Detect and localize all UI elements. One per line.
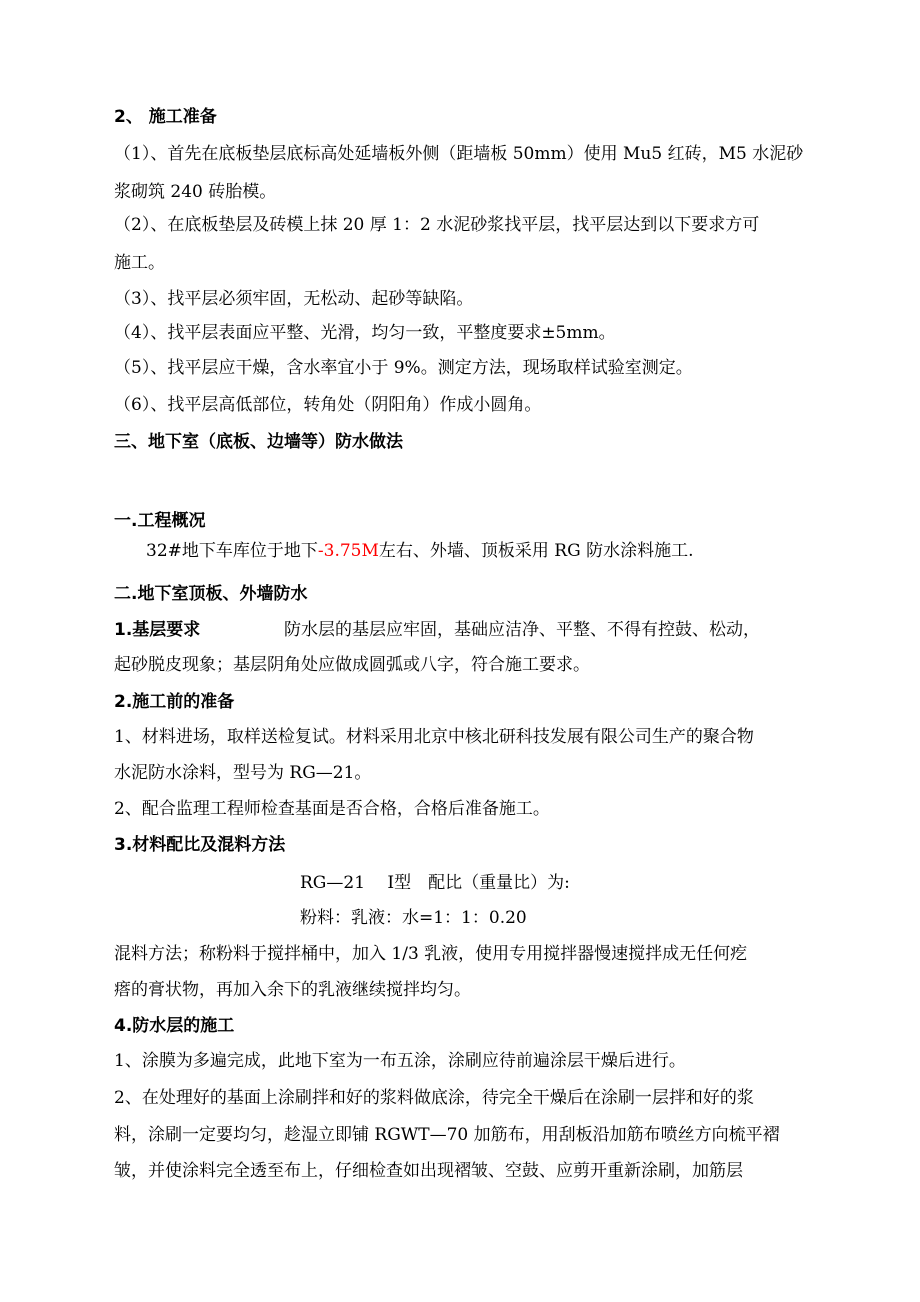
section-heading-roof-wall: 二.地下室顶板、外墙防水 (114, 584, 308, 604)
paragraph-line: （3）、找平层必须牢固，无松动、起砂等缺陷。 (114, 289, 474, 309)
paragraph-line: 料，涂刷一定要均匀，趁湿立即铺 RGWT—70 加筋布，用刮板沿加筋布喷丝方向梳平褶 (114, 1125, 780, 1145)
overview-text-before: 32#地下车库位于地下 (146, 541, 318, 561)
paragraph-line: 2、在处理好的基面上涂刷拌和好的浆料做底涂，待完全干燥后在涂刷一层拌和好的浆 (114, 1088, 754, 1108)
paragraph-line: 浆砌筑 240 砖胎模。 (114, 182, 277, 202)
paragraph-line: 1、涂膜为多遍完成，此地下室为一布五涂，涂刷应待前遍涂层干燥后进行。 (114, 1051, 686, 1071)
paragraph-line: 2、配合监理工程师检查基面是否合格，合格后准备施工。 (114, 799, 550, 819)
paragraph-line: （4）、找平层表面应平整、光滑，均匀一致，平整度要求±5mm。 (114, 323, 616, 343)
base-requirement-label: 1.基层要求 (114, 620, 201, 640)
paragraph-line: （1）、首先在底板垫层底标高处延墙板外侧（距墙板 50mm）使用 Mu5 红砖，M5 水泥砂 (114, 144, 804, 164)
paragraph-line: 施工。 (114, 253, 165, 273)
subheading-prep: 2.施工前的准备 (114, 692, 235, 712)
paragraph-line: 1、材料进场，取样送检复试。材料采用北京中核北研科技发展有限公司生产的聚合物 (114, 727, 754, 747)
ratio-value: 粉料：乳液：水=1：1：0.20 (300, 908, 527, 928)
paragraph-line: （5）、找平层应干燥，含水率宜小于 9%。测定方法，现场取样试验室测定。 (114, 358, 693, 378)
base-requirement-line (114, 619, 760, 641)
paragraph-line: 瘩的膏状物，再加入余下的乳液继续搅拌均匀。 (114, 980, 471, 1000)
ratio-title: RG—21 Ⅰ型 配比（重量比）为: (300, 873, 570, 893)
paragraph-line: （2）、在底板垫层及砖模上抹 20 厚 1：2 水泥砂浆找平层，找平层达到以下要求方可 (114, 215, 760, 235)
paragraph-line: 混料方法；称粉料于搅拌桶中，加入 1/3 乳液，使用专用搅拌器慢速搅拌成无任何疙 (114, 944, 748, 964)
section-heading-construction-prep: 2、 施工准备 (114, 107, 217, 127)
subheading-layer: 4.防水层的施工 (114, 1016, 235, 1036)
paragraph-line: 皱，并使涂料完全透至布上，仔细检查如出现褶皱、空鼓、应剪开重新涂刷，加筋层 (114, 1161, 743, 1181)
paragraph-line: 起砂脱皮现象；基层阴角处应做成圆弧或八字，符合施工要求。 (114, 655, 590, 675)
section-heading-project-overview: 一.工程概况 (114, 511, 206, 531)
overview-text-after: 左右、外墙、顶板采用 RG 防水涂料施工. (378, 541, 694, 561)
depth-value: -3.75M (317, 541, 379, 561)
paragraph-line: 水泥防水涂料，型号为 RG—21。 (114, 763, 372, 783)
section-heading-basement-waterproofing: 三、地下室（底板、边墙等）防水做法 (114, 432, 403, 452)
overview-paragraph (146, 540, 694, 562)
subheading-mix: 3.材料配比及混料方法 (114, 835, 286, 855)
base-requirement-text: 防水层的基层应牢固，基础应洁净、平整、不得有控鼓、松动， (284, 620, 760, 640)
paragraph-line: （6）、找平层高低部位，转角处（阴阳角）作成小圆角。 (114, 395, 542, 415)
